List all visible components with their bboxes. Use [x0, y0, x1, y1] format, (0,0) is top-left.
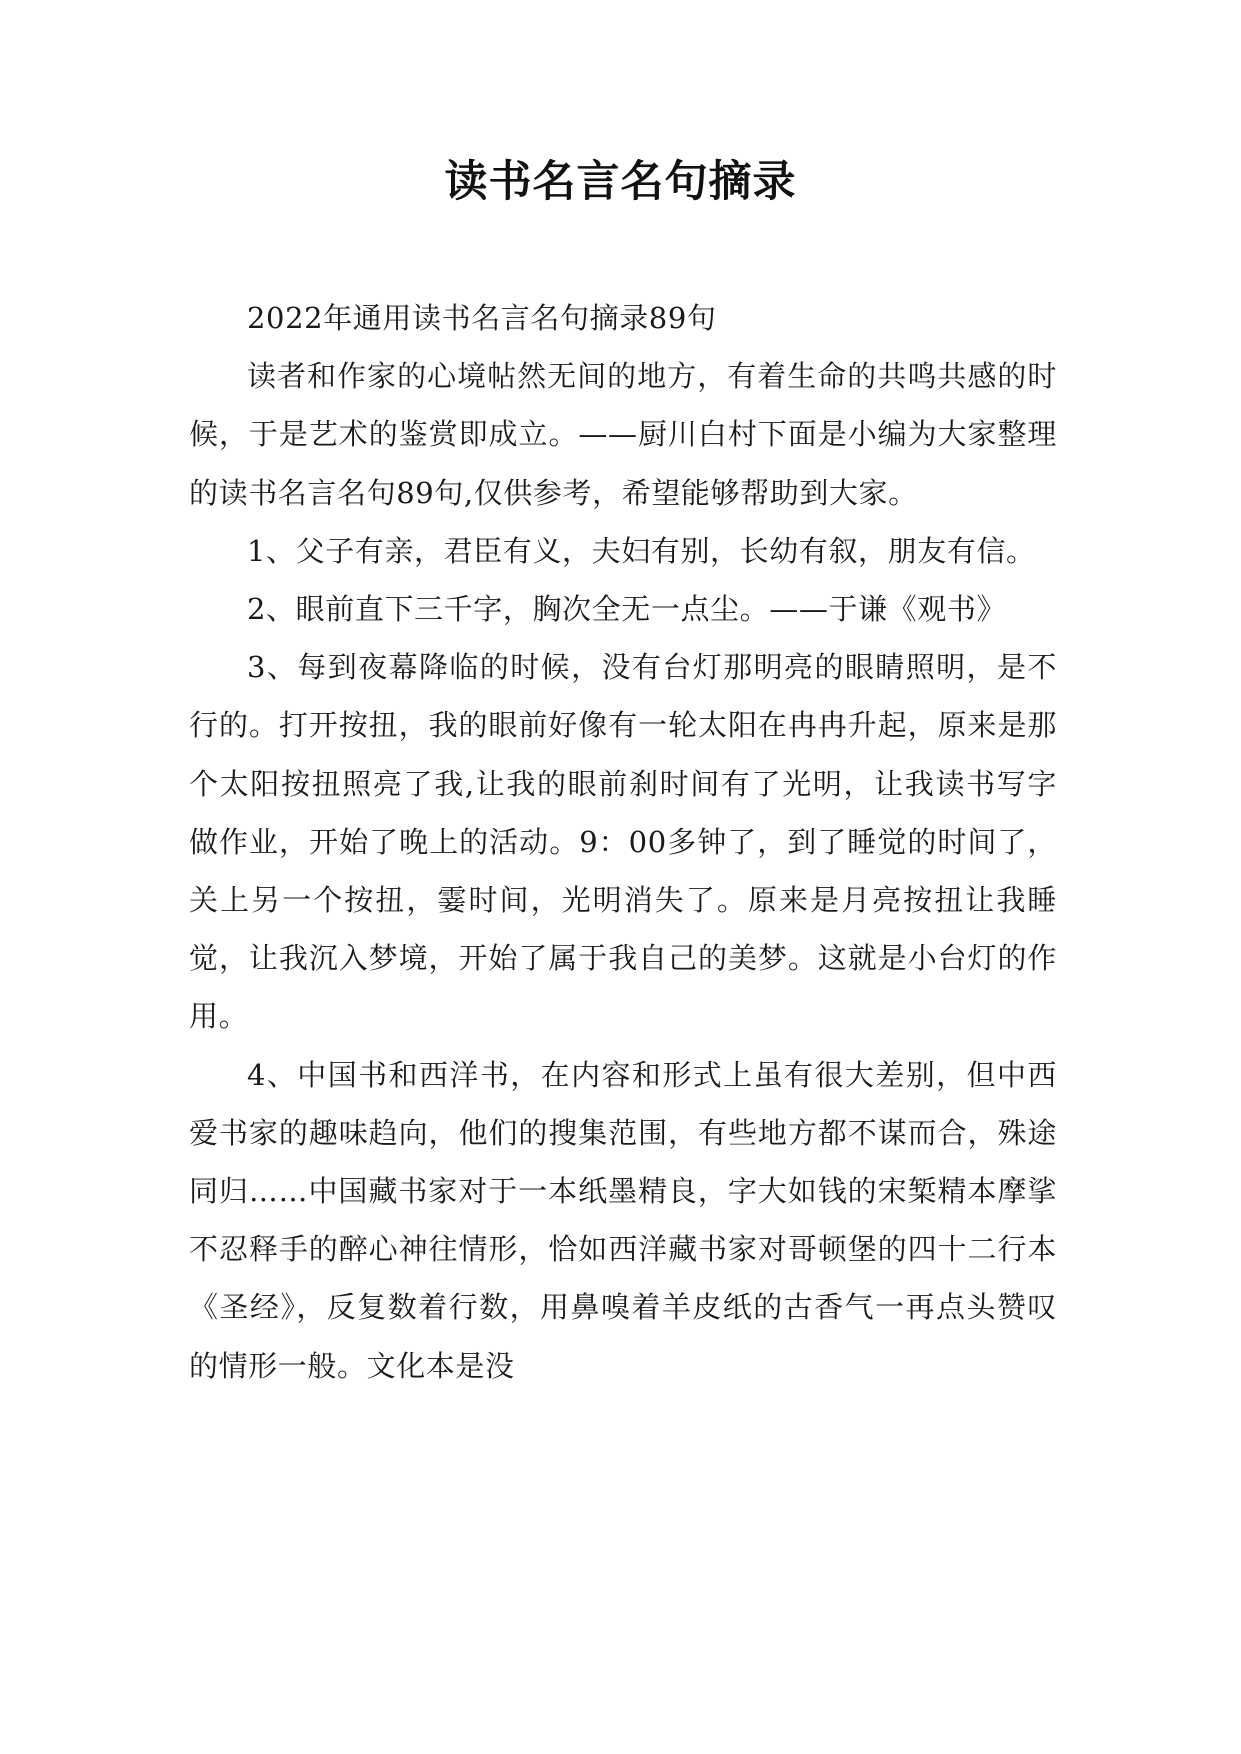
paragraph-intro: 读者和作家的心境帖然无间的地方，有着生命的共鸣共感的时候，于是艺术的鉴赏即成立。——厨川白村下面是小编为大家整理的读书名言名句89句,仅供参考，希望能够帮助到大家。	[189, 359, 1057, 510]
document-title: 读书名言名句摘录	[444, 157, 797, 207]
paragraph-subtitle: 2022年通用读书名言名句摘录89句	[247, 301, 717, 335]
quote-item-2: 2、眼前直下三千字，胸次全无一点尘。——于谦《观书》	[247, 592, 1007, 627]
document-body	[189, 289, 1057, 1395]
quote-item-3: 3、每到夜幕降临的时候，没有台灯那明亮的眼睛照明，是不行的。打开按扭，我的眼前好像有一轮太阳在冉冉升起，原来是那个太阳按扭照亮了我,让我的眼前刹时间有了光明，让我读书写字做作业，开始了晚上的活动。9：00多钟了，到了睡觉的时间了，关上另一个按扭，霎时间，光明消失了。原来是月亮按扭让我睡觉，让我沉入梦境，开始了属于我自己的美梦。这就是小台灯的作用。	[189, 650, 1057, 1034]
quote-item-4: 4、中国书和西洋书，在内容和形式上虽有很大差别，但中西爱书家的趣味趋向，他们的搜集范围，有些地方都不谋而合，殊途同归……中国藏书家对于一本纸墨精良，字大如钱的宋椠精本摩挲不忍释手的醉心神往情形，恰如西洋藏书家对哥顿堡的四十二行本《圣经》，反复数着行数，用鼻嗅着羊皮纸的古香气一再点头赞叹的情形一般。文化本是没	[189, 1057, 1057, 1383]
quote-item-1: 1、父子有亲，君臣有义，夫妇有别，长幼有叙，朋友有信。	[247, 533, 1036, 568]
